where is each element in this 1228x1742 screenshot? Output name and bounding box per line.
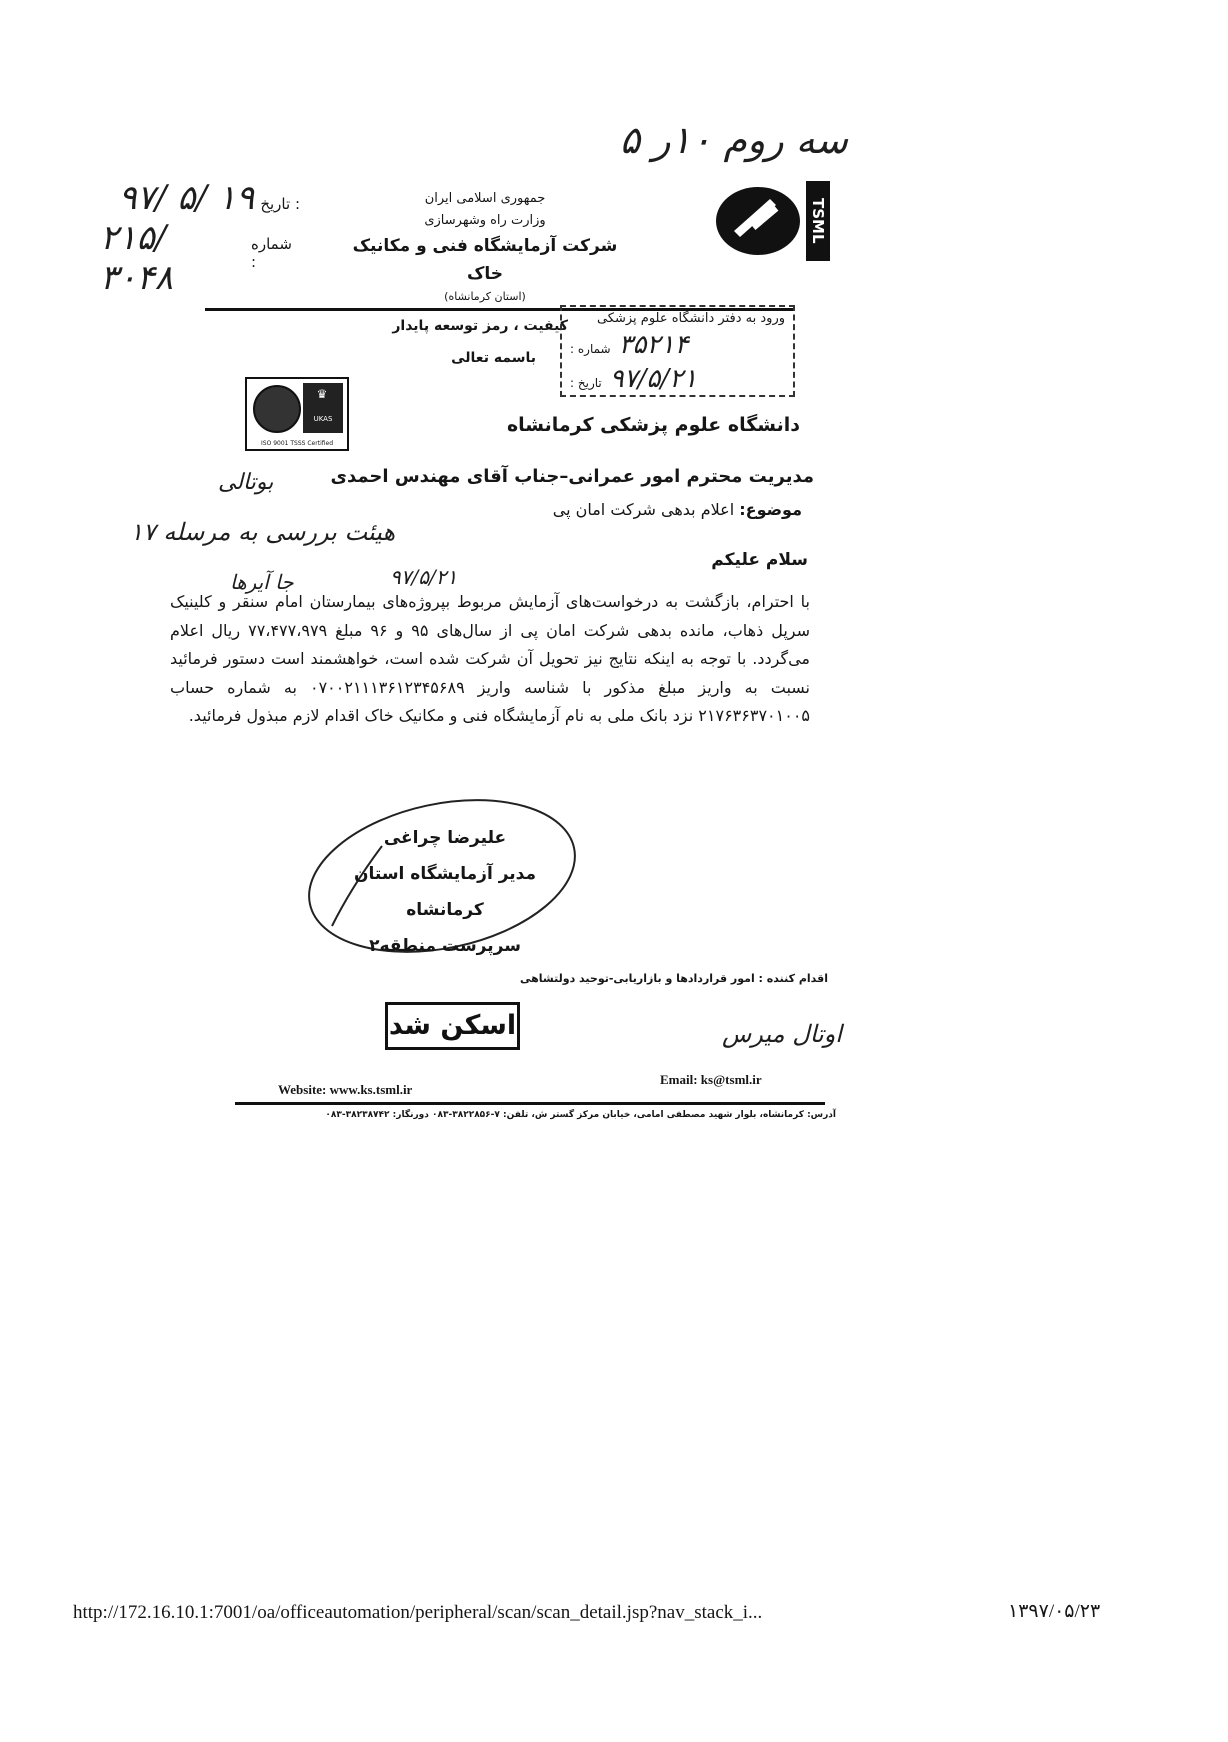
subject-line: [553, 500, 802, 519]
print-date: ۱۳۹۷/۰۵/۲۳: [1008, 1601, 1101, 1622]
number-value: ۲۱۵/ ۳۰۴۸: [100, 218, 174, 298]
handwritten-note-left: بوتالی: [218, 470, 274, 495]
logo-text: TSML: [806, 181, 830, 261]
signer-region: سرپرست منطقه۲: [369, 936, 521, 956]
recipient: دانشگاه علوم پزشکی کرمانشاه: [506, 414, 800, 436]
handwritten-referral-note: هیئت بررسی‌ به مرسله ۱۷: [130, 518, 396, 546]
tsml-logo: [712, 175, 830, 267]
number-field: [100, 218, 300, 298]
handwritten-scan-note: اوتال میرس: [722, 1020, 842, 1048]
signer-title: مدیر آزمایشگاه استان کرمانشاه: [353, 864, 537, 920]
incoming-stamp: [560, 305, 795, 397]
basmala: باسمه تعالی: [451, 350, 536, 366]
email-text: Email: ks@tsml.ir: [660, 1072, 762, 1087]
greeting: سلام علیکم: [711, 550, 808, 570]
subject-text: اعلام بدهی شرکت امان پی: [552, 500, 735, 519]
stamp-title: ورود به دفتر دانشگاه علوم پزشکی: [596, 311, 785, 326]
wca-seal-icon: [253, 385, 301, 433]
republic-line: جمهوری اسلامی ایران: [424, 191, 546, 206]
handwritten-note-ref: جا آیرها: [230, 570, 294, 594]
date-value: ۹۷/ ۵/ ۱۹: [118, 178, 255, 218]
date-field: [100, 178, 300, 218]
recipient-department: مدیریت محترم امور عمرانی–جناب آقای مهندس احمدی: [330, 466, 814, 487]
slogan: کیفیت ، رمز توسعه پایدار: [392, 318, 568, 334]
website-text: Website: www.ks.tsml.ir: [278, 1082, 413, 1097]
footer-divider: [235, 1102, 825, 1105]
stamp-number-value: ۳۵۲۱۴: [618, 330, 689, 360]
date-label: تاریخ :: [260, 195, 300, 213]
signer-name: علیرضا چراغی: [383, 828, 507, 848]
handwritten-top-note: سه روم ۱۰ر ۵: [619, 118, 848, 162]
stamp-date-value: ۹۷/۵/۲۱: [609, 364, 698, 394]
action-line: اقدام کننده : امور قراردادها و بازاریابی-توحید دولتشاهی: [520, 972, 828, 985]
stamp-number-row: [570, 330, 785, 360]
province-line: (استان کرمانشاه): [444, 290, 526, 303]
letter-body: با احترام، بازگشت به درخواست‌های آزمایش مربوط بپروژه‌های بیمارستان امام سنقر و کلینیک سرپل ذهاب، مانده بدهی شرکت امان پی از سال‌های ۹۵ و ۹۶ مبلغ ۷۷،۴۷۷،۹۷۹ ریال اعلام می‌گردد. با توجه به اینکه نتایج نیز تحویل آن شرکت شده است، خواهشمند است دستور فرمائید نسبت به واریز مبلغ مذکور با شناسه واریز ۰۷۰۰۲۱۱۱۳۶۱۲۳۴۵۶۸۹ به شماره حساب ۲۱۷۶۳۶۳۷۰۱۰۰۵ نزد بانک ملی به نام آزمایشگاه فنی و مکانیک خاک اقدام لازم مبذول فرمائید.: [170, 592, 811, 725]
certification-badge: [245, 377, 349, 451]
scan-stamp: اسکن شد: [385, 1002, 520, 1050]
cert-footer: ISO 9001 TSSS Certified: [260, 440, 334, 447]
tsml-emblem-icon: [712, 175, 806, 267]
date-number-block: [100, 178, 300, 298]
subject-label: موضوع:: [739, 500, 802, 519]
stamp-number-label: شماره :: [570, 342, 611, 356]
ukas-crown-glyph: ♛: [316, 387, 328, 401]
signer-block: [320, 820, 570, 964]
stamp-date-label: تاریخ :: [570, 376, 602, 390]
org-header: [350, 188, 620, 306]
print-url: http://172.16.10.1:7001/oa/officeautomation/peripheral/scan/scan_detail.jsp?nav_stack_i...: [73, 1602, 763, 1623]
handwritten-note-date: ۹۷/۵/۲۱: [390, 565, 458, 589]
number-label: شماره :: [250, 235, 292, 271]
company-name: شرکت آزمایشگاه فنی و مکانیک خاک: [352, 236, 618, 284]
ministry-line: وزارت راه وشهرسازی: [424, 213, 546, 228]
address-line: آدرس: کرمانشاه، بلوار شهید مصطفی امامی، خیابان مرکز گستر ش، تلفن: ۷-۳۸۲۲۸۵۶-۰۸۳ دورنگار: ۳۸۲۳۸۷۴۲-۰۸۳: [325, 1110, 836, 1120]
cert-ukas-label: UKAS: [313, 415, 333, 423]
stamp-date-row: [570, 364, 785, 394]
